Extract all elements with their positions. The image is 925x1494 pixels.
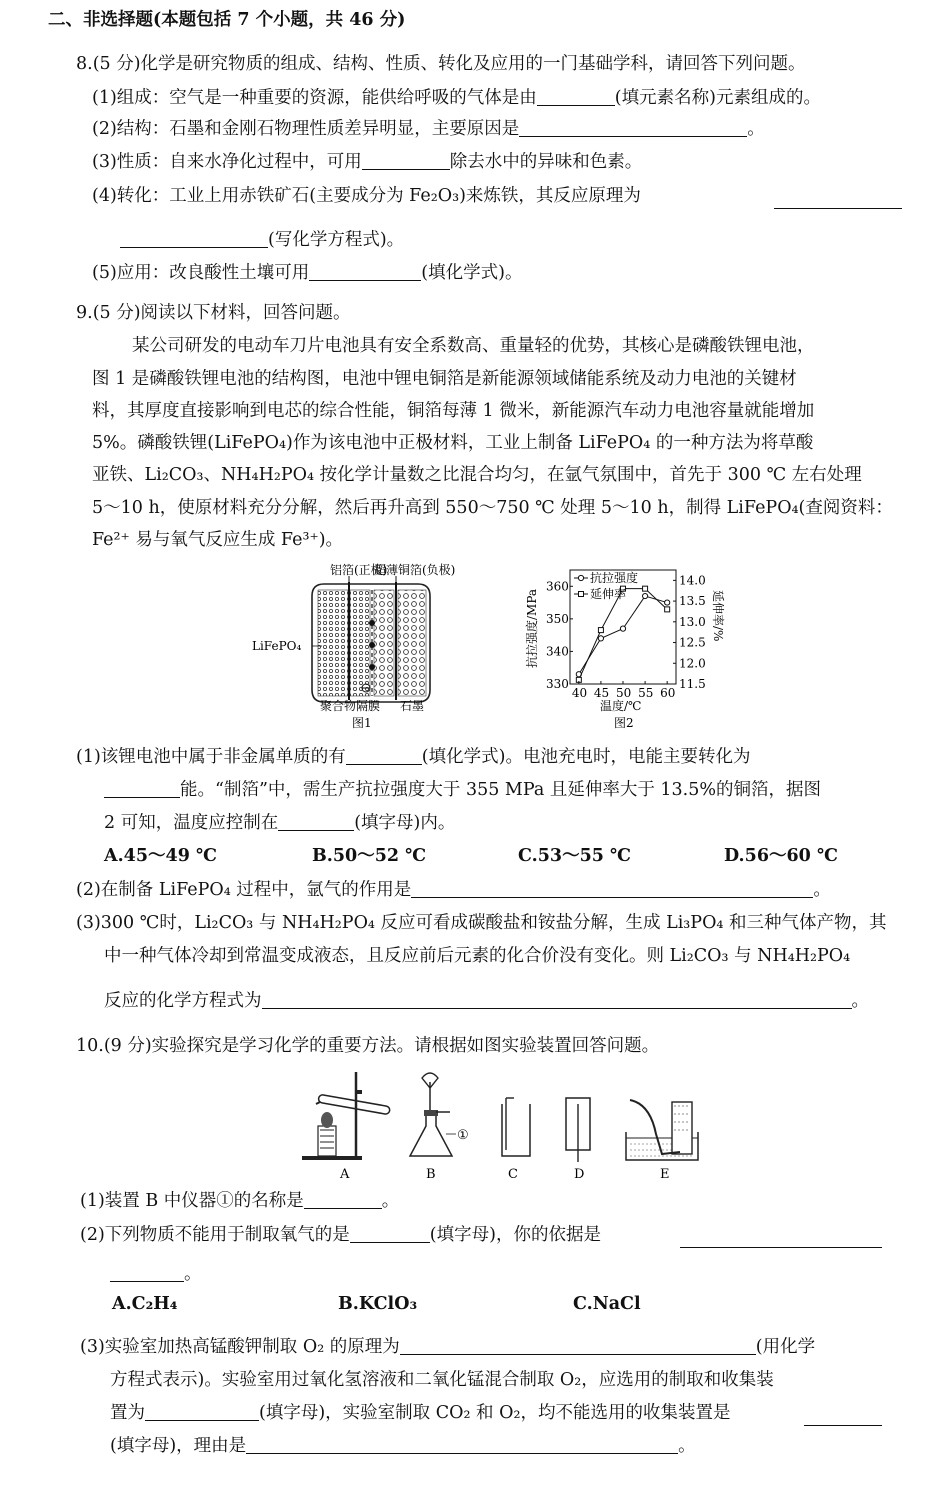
fig2-caption: 图2 xyxy=(614,716,634,730)
q9-option-d[interactable]: D.56～60 ℃ xyxy=(724,846,838,866)
lab-apparatus-figure xyxy=(300,1064,700,1182)
apparatus-label-e: E xyxy=(660,1167,670,1182)
q10-s3-text-f: 。 xyxy=(678,1436,696,1456)
q10-s1-text-a: (1)装置 B 中仪器①的名称是 xyxy=(80,1191,304,1211)
q9-passage-line: 图 1 是磷酸铁锂电池的结构图，电池中锂电铜箔是新能源领域储能系统及动力电池的关键材 xyxy=(92,369,797,389)
q9-s3-text-a: 反应的化学方程式为 xyxy=(104,991,262,1011)
x-tick-label: 45 xyxy=(593,686,610,700)
q10-sub2 xyxy=(80,1223,601,1247)
q8-part4 xyxy=(92,184,641,208)
answer-blank[interactable] xyxy=(804,1407,882,1426)
series-line-tensile xyxy=(579,596,667,674)
q10-s3-text-c: 置为 xyxy=(110,1403,145,1423)
q9-sub3-line1: (3)300 ℃时，Li₂CO₃ 与 NH₄H₂PO₄ 反应可看成碳酸盐和铵盐分解，生成 Li₃PO₄ 和三种气体产物，其 xyxy=(76,913,887,933)
y-right-tick-label: 11.5 xyxy=(679,677,706,691)
apparatus-d xyxy=(566,1098,590,1182)
answer-blank[interactable] xyxy=(537,87,615,106)
q8-part2 xyxy=(92,117,765,141)
fig1-label-membrane: 聚合物隔膜 xyxy=(320,699,381,713)
q8-p3-text-a: (3)性质：自来水净化过程中，可用 xyxy=(92,152,362,172)
q8-p3-text-b: 除去水中的异味和色素。 xyxy=(449,152,643,172)
q8-part5 xyxy=(92,261,522,285)
answer-blank[interactable] xyxy=(411,879,813,898)
answer-blank[interactable] xyxy=(145,1402,259,1421)
apparatus-e xyxy=(626,1100,698,1182)
q9-s1-text-d: 2 可知，温度应控制在 xyxy=(104,813,279,833)
apparatus-label-b: B xyxy=(426,1167,436,1182)
q10-sub3-line2: 方程式表示)。实验室用过氧化氢溶液和二氧化锰混合制取 O₂，应选用的制取和收集装 xyxy=(110,1370,774,1390)
y-right-tick-label: 13.0 xyxy=(679,614,706,629)
q9-sub1-line3 xyxy=(104,811,455,835)
answer-blank[interactable] xyxy=(120,229,268,248)
q8-part1 xyxy=(92,86,821,110)
x-tick-label: 50 xyxy=(616,686,632,700)
y-right-tick-label: 14.0 xyxy=(679,573,706,588)
q10-option-b[interactable]: B.KClO₃ xyxy=(338,1294,418,1314)
q9-intro: 9.(5 分)阅读以下材料，回答问题。 xyxy=(76,303,351,323)
answer-blank[interactable] xyxy=(309,262,421,281)
q10-s3-text-e: (填字母)，理由是 xyxy=(110,1436,247,1456)
answer-blank[interactable] xyxy=(519,118,747,137)
y-left-tick-label: 350 xyxy=(546,611,569,626)
q9-sub3-line3 xyxy=(104,989,869,1013)
answer-blank[interactable] xyxy=(774,190,902,209)
series-line-elongation xyxy=(579,589,667,680)
q9-s1-text-a: (1)该锂电池中属于非金属单质的有 xyxy=(76,747,346,767)
apparatus-label-c: C xyxy=(508,1167,518,1182)
answer-blank[interactable] xyxy=(346,746,422,765)
apparatus-b xyxy=(410,1073,469,1182)
apparatus-label-d: D xyxy=(574,1167,585,1182)
answer-blank[interactable] xyxy=(362,151,450,170)
q8-p1-text-a: (1)组成：空气是一种重要的资源，能供给呼吸的气体是由 xyxy=(92,88,537,108)
q9-s1-text-e: (填字母)内。 xyxy=(354,813,456,833)
q9-s2-text-b: 。 xyxy=(813,880,831,900)
fig1-label-graphite: 石墨 xyxy=(400,699,425,713)
apparatus-c xyxy=(502,1098,530,1182)
q10-sub3-line3 xyxy=(110,1401,730,1425)
q9-option-b[interactable]: B.50～52 ℃ xyxy=(312,846,427,866)
y-left-tick-label: 340 xyxy=(546,644,569,659)
answer-blank[interactable] xyxy=(246,1435,678,1454)
x-tick-label: 55 xyxy=(638,686,654,700)
elongation-point xyxy=(643,586,648,591)
answer-blank[interactable] xyxy=(104,779,180,798)
x-tick-label: 40 xyxy=(571,686,588,700)
q8-p2-text-b: 。 xyxy=(747,119,765,139)
q9-passage-line: 5～10 h，使原材料充分分解，然后再升高到 550～750 ℃ 处理 5～10 h，制得 LiFePO₄(查阅资料： xyxy=(92,498,893,518)
x-tick-label: 60 xyxy=(660,686,676,700)
q10-intro: 10.(9 分)实验探究是学习化学的重要方法。请根据如图实验装置回答问题。 xyxy=(76,1036,660,1056)
answer-blank[interactable] xyxy=(262,990,852,1009)
x-axis-label: 温度/℃ xyxy=(600,699,642,713)
fig1-caption: 图1 xyxy=(352,716,372,730)
tensile-point xyxy=(665,600,670,605)
y-right-tick-label: 13.5 xyxy=(679,594,706,609)
fig1-label-al: 铝箔(正极) xyxy=(330,563,388,577)
y-axis-label-right: 延伸率/% xyxy=(711,590,725,642)
q8-p5-text-a: (5)应用：改良酸性土壤可用 xyxy=(92,263,310,283)
q8-intro: 8.(5 分)化学是研究物质的组成、结构、性质、转化及应用的一门基础学科，请回答下列问题。 xyxy=(76,54,806,74)
elongation-point xyxy=(665,607,670,612)
battery-structure-figure xyxy=(250,560,486,738)
fig1-label-cu: 超薄铜箔(负极) xyxy=(374,563,456,577)
q10-s3-text-d: (填字母)，实验室制取 CO₂ 和 O₂，均不能选用的收集装置是 xyxy=(259,1403,731,1423)
q9-sub1-line1 xyxy=(76,745,750,769)
apparatus-label-a: A xyxy=(340,1167,350,1182)
apparatus-a xyxy=(302,1072,390,1182)
q9-sub1-line2 xyxy=(104,778,821,802)
q10-option-c[interactable]: C.NaCl xyxy=(573,1294,641,1314)
q9-option-a[interactable]: A.45～49 ℃ xyxy=(104,846,217,866)
y-right-tick-label: 12.0 xyxy=(679,656,706,671)
q10-s2-text-b: (填字母)，你的依据是 xyxy=(429,1225,601,1245)
q9-passage-line: 5%。磷酸铁锂(LiFePO₄)作为该电池中正极材料，工业上制备 LiFePO₄ 的一种方法为将草酸 xyxy=(92,433,814,453)
answer-blank[interactable] xyxy=(680,1229,882,1248)
q9-passage-line: Fe²⁺ 易与氧气反应生成 Fe³⁺)。 xyxy=(92,530,344,550)
temperature-chart xyxy=(522,560,728,738)
y-left-tick-label: 360 xyxy=(546,579,569,594)
q10-option-a[interactable]: A.C₂H₄ xyxy=(112,1294,178,1314)
q10-s3-text-b: (用化学 xyxy=(755,1337,816,1357)
q9-passage-line: 料，其厚度直接影响到电芯的综合性能，铜箔每薄 1 微米，新能源汽车动力电池容量就能增加 xyxy=(92,401,815,421)
q8-p2-text-a: (2)结构：石墨和金刚石物理性质差异明显，主要原因是 xyxy=(92,119,520,139)
y-right-tick-label: 12.5 xyxy=(679,635,706,650)
q9-s2-text-a: (2)在制备 LiFePO₄ 过程中，氩气的作用是 xyxy=(76,880,412,900)
y-left-tick-label: 330 xyxy=(546,677,569,691)
q10-sub3-line4 xyxy=(110,1434,696,1458)
q8-part4-cont xyxy=(120,228,404,252)
legend-tensile: 抗拉强度 xyxy=(590,571,639,585)
q9-s3-text-b: 。 xyxy=(851,991,869,1011)
fig1-label-lfp: LiFePO₄ xyxy=(252,639,302,653)
answer-blank[interactable] xyxy=(278,812,354,831)
section-title: 二、非选择题(本题包括 7 个小题，共 46 分) xyxy=(48,10,406,30)
q8-part3 xyxy=(92,150,642,174)
q8-p4-text-b: (写化学方程式)。 xyxy=(268,230,405,250)
elongation-point xyxy=(598,628,603,633)
q10-s2-text-c: 。 xyxy=(184,1264,202,1284)
q9-option-c[interactable]: C.53～55 ℃ xyxy=(518,846,631,866)
q10-sub2-cont xyxy=(110,1262,202,1286)
answer-blank[interactable] xyxy=(350,1224,430,1243)
q8-p5-text-b: (填化学式)。 xyxy=(421,263,523,283)
q10-s3-text-a: (3)实验室加热高锰酸钾制取 O₂ 的原理为 xyxy=(80,1337,400,1357)
q9-sub2 xyxy=(76,878,831,902)
q10-s1-text-b: 。 xyxy=(381,1191,400,1211)
circled-one-label: ① xyxy=(457,1128,469,1143)
answer-blank[interactable] xyxy=(400,1336,756,1355)
q8-p4-text-a: (4)转化：工业上用赤铁矿石(主要成分为 Fe₂O₃)来炼铁，其反应原理为 xyxy=(92,186,641,206)
answer-blank[interactable] xyxy=(110,1263,184,1282)
q10-sub3-line1 xyxy=(80,1335,815,1359)
q9-passage-line: 某公司研发的电动车刀片电池具有安全系数高、重量轻的优势，其核心是磷酸铁锂电池， xyxy=(132,336,815,356)
tensile-point xyxy=(598,636,603,641)
q9-s1-text-c: 能。“制箔”中，需生产抗拉强度大于 355 MPa 且延伸率大于 13.5%的铜箔，据图 xyxy=(180,780,821,800)
q10-sub1 xyxy=(80,1189,399,1213)
tensile-point xyxy=(620,626,625,631)
q10-s2-text-a: (2)下列物质不能用于制取氧气的是 xyxy=(80,1225,350,1245)
y-axis-label-left: 抗拉强度/MPa xyxy=(525,588,539,668)
q8-p1-text-b: (填元素名称)元素组成的。 xyxy=(614,88,821,108)
legend-elongation: 延伸率 xyxy=(590,587,627,601)
q9-sub3-line2: 中一种气体冷却到常温变成液态，且反应前后元素的化合价没有变化。则 Li₂CO₃ 与 NH₄H₂PO₄ xyxy=(104,946,851,966)
q9-passage-line: 亚铁、Li₂CO₃、NH₄H₂PO₄ 按化学计量数之比混合均匀，在氩气氛围中，首先于 300 ℃ 左右处理 xyxy=(92,465,862,485)
answer-blank[interactable] xyxy=(304,1190,382,1209)
tensile-point xyxy=(642,593,647,598)
q9-s1-text-b: (填化学式)。电池充电时，电能主要转化为 xyxy=(421,747,751,767)
